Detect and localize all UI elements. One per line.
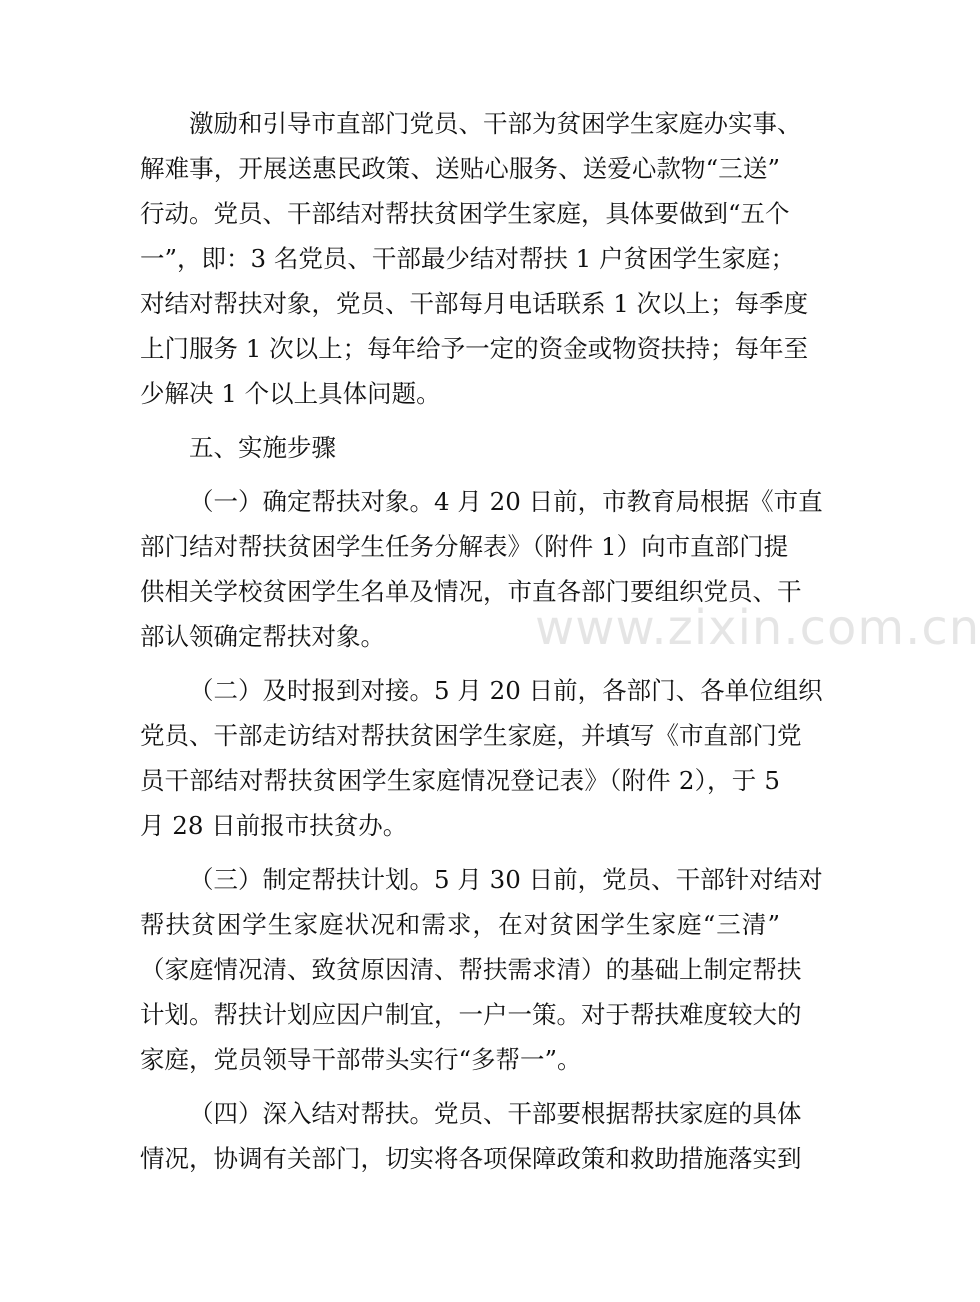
watermark: www.zixin.com.cn: [535, 600, 980, 656]
text-line: （三）制定帮扶计划。5 月 30 日前，党员、干部针对结对: [189, 865, 823, 894]
paragraph-step-1: [140, 479, 823, 659]
text-line: 行动。党员、干部结对帮扶贫困学生家庭，具体要做到“五个: [140, 199, 790, 228]
text-line: （二）及时报到对接。5 月 20 日前，各部门、各单位组织: [189, 676, 823, 705]
text-line: （四）深入结对帮扶。党员、干部要根据帮扶家庭的具体: [189, 1099, 802, 1128]
text-line: 少解决 1 个以上具体问题。: [140, 379, 441, 408]
text-line: 对结对帮扶对象，党员、干部每月电话联系 1 次以上；每季度: [140, 289, 809, 318]
paragraph-incentive: [140, 101, 809, 416]
text-line: 计划。帮扶计划应因户制宜，一户一策。对于帮扶难度较大的: [140, 1000, 802, 1029]
text-line: 员干部结对帮扶贫困学生家庭情况登记表》（附件 2），于 5: [140, 766, 780, 795]
text-line: 上门服务 1 次以上；每年给予一定的资金或物资扶持；每年至: [140, 334, 809, 363]
text-line: 部门结对帮扶贫困学生任务分解表》（附件 1）向市直部门提: [140, 532, 789, 561]
text-line: 供相关学校贫困学生名单及情况，市直各部门要组织党员、干: [140, 577, 802, 606]
text-line: （一）确定帮扶对象。4 月 20 日前，市教育局根据《市直: [189, 487, 823, 516]
text-line: 解难事，开展送惠民政策、送贴心服务、送爱心款物“三送”: [140, 154, 780, 183]
text-line: 党员、干部走访结对帮扶贫困学生家庭，并填写《市直部门党: [140, 721, 802, 750]
text-line: （家庭情况清、致贫原因清、帮扶需求清）的基础上制定帮扶: [140, 955, 802, 984]
text-line: 情况，协调有关部门，切实将各项保障政策和救助措施落实到: [140, 1144, 802, 1173]
heading-line: 五、实施步骤: [189, 433, 336, 462]
document-body: [140, 101, 823, 1181]
paragraph-step-3: [140, 857, 823, 1082]
paragraph-step-2: [140, 668, 823, 848]
section-heading: [140, 425, 780, 470]
text-line: 月 28 日前报市扶贫办。: [140, 811, 408, 840]
text-line: 家庭，党员领导干部带头实行“多帮一”。: [140, 1045, 582, 1074]
text-line: 部认领确定帮扶对象。: [140, 622, 385, 651]
text-line: 帮扶贫困学生家庭状况和需求，在对贫困学生家庭“三清”: [140, 910, 780, 939]
text-line: 激励和引导市直部门党员、干部为贫困学生家庭办实事、: [189, 109, 802, 138]
paragraph-step-4: [140, 1091, 802, 1181]
text-line: 一”，即：3 名党员、干部最少结对帮扶 1 户贫困学生家庭；: [140, 244, 796, 273]
